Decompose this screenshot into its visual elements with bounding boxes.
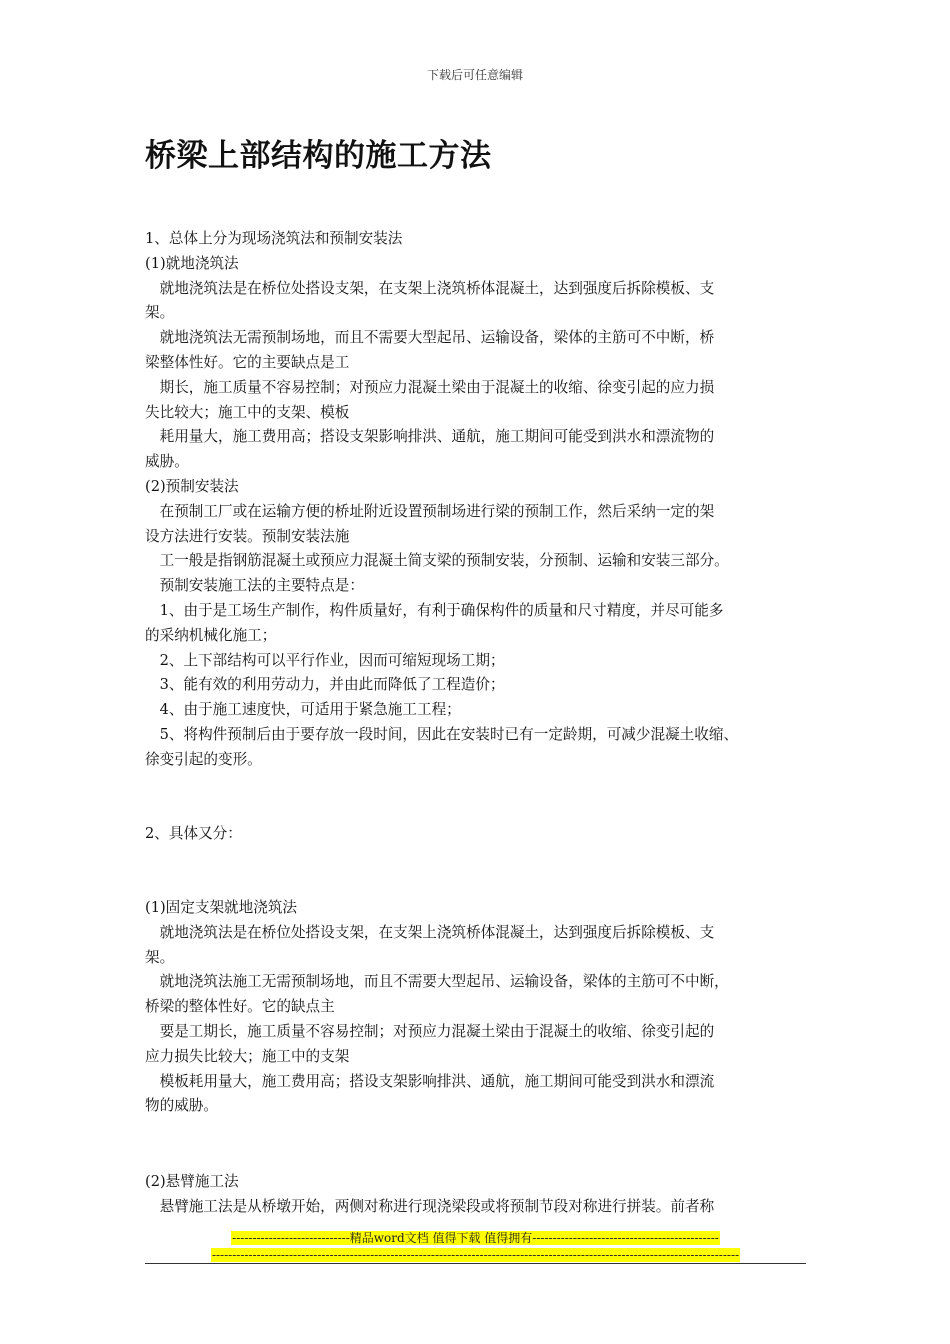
text-line: 威胁。 [145,453,189,471]
text-line: (2)悬臂施工法 [145,1173,239,1190]
text-line: 的采纳机械化施工； [145,626,277,644]
text-line: 就地浇筑法无需预制场地，而且不需要大型起吊、运输设备，梁体的主筋可不中断，桥 [145,329,715,347]
text-line: 徐变引起的变形。 [145,750,262,768]
text-line: 梁整体性好。它的主要缺点是工 [145,353,350,371]
text-line: (1)固定支架就地浇筑法 [145,899,298,916]
document-title: 桥梁上部结构的施工方法 [145,138,492,174]
text-line: 2、上下部结构可以平行作业，因而可缩短现场工期； [145,651,505,669]
text-line: 就地浇筑法是在桥位处搭设支架，在支架上浇筑桥体混凝土，达到强度后拆除模板、支 [145,923,715,941]
text-line: 耗用量大，施工费用高；搭设支架影响排洪、通航，施工期间可能受到洪水和漂流物的 [145,428,715,446]
text-line: 桥梁的整体性好。它的缺点主 [145,998,335,1016]
text-line: 应力损失比较大；施工中的支架 [145,1047,350,1065]
section-subdivision-heading [145,822,810,847]
text-line: 在预制工厂或在运输方便的桥址附近设置预制场进行梁的预制工作，然后采纳一定的架 [145,502,715,520]
text-line: 工一般是指钢筋混凝土或预应力混凝土简支梁的预制安装，分预制、运输和安装三部分。 [145,552,729,570]
footer-watermark [145,1230,806,1264]
footer-rule [145,1263,806,1264]
text-line: 物的威胁。 [145,1097,218,1115]
text-line: (2)预制安装法 [145,477,239,495]
text-line: 设方法进行安装。预制安装法施 [145,527,350,545]
text-line: 就地浇筑法施工无需预制场地，而且不需要大型起吊、运输设备，梁体的主筋可不中断， [145,973,729,991]
text-line: 失比较大；施工中的支架、模板 [145,403,350,421]
footer-line-2: ---------------------------------------------------------------------------------------------------------------------------------- [211,1248,740,1262]
text-line: 架。 [145,948,175,966]
text-line: 4、由于施工速度快，可适用于紧急施工工程； [145,701,461,719]
text-line: 预制安装施工法的主要特点是： [145,577,364,595]
section-overview [145,227,810,773]
section-fixed-support [145,896,810,1119]
text-line: 5、将构件预制后由于要存放一段时间，因此在安装时已有一定龄期，可减少混凝土收缩、 [145,725,739,743]
section-cantilever [145,1170,810,1220]
text-line: 3、能有效的利用劳动力，并由此而降低了工程造价； [145,676,505,694]
text-line: 要是工期长，施工质量不容易控制；对预应力混凝土梁由于混凝土的收缩、徐变引起的 [145,1022,715,1040]
text-line: 就地浇筑法是在桥位处搭设支架，在支架上浇筑桥体混凝土，达到强度后拆除模板、支 [145,279,715,297]
text-line: 模板耗用量大，施工费用高；搭设支架影响排洪、通航，施工期间可能受到洪水和漂流 [145,1072,715,1090]
header-note: 下载后可任意编辑 [426,68,523,82]
text-line: 架。 [145,304,175,322]
text-line: 2、具体又分： [145,825,242,842]
text-line: (1)就地浇筑法 [145,254,239,272]
text-line: 1、由于是工场生产制作，构件质量好，有利于确保构件的质量和尺寸精度，并尽可能多 [145,601,724,619]
text-line: 1、总体上分为现场浇筑法和预制安装法 [145,230,403,247]
footer-line-1: -----------------------------精品word文档 值得下载 值得拥有---------------------------------------------- [232,1231,719,1245]
text-line: 悬臂施工法是从桥墩开始，两侧对称进行现浇梁段或将预制节段对称进行拼装。前者称 [145,1197,715,1215]
text-line: 期长，施工质量不容易控制；对预应力混凝土梁由于混凝土的收缩、徐变引起的应力损 [145,378,715,396]
